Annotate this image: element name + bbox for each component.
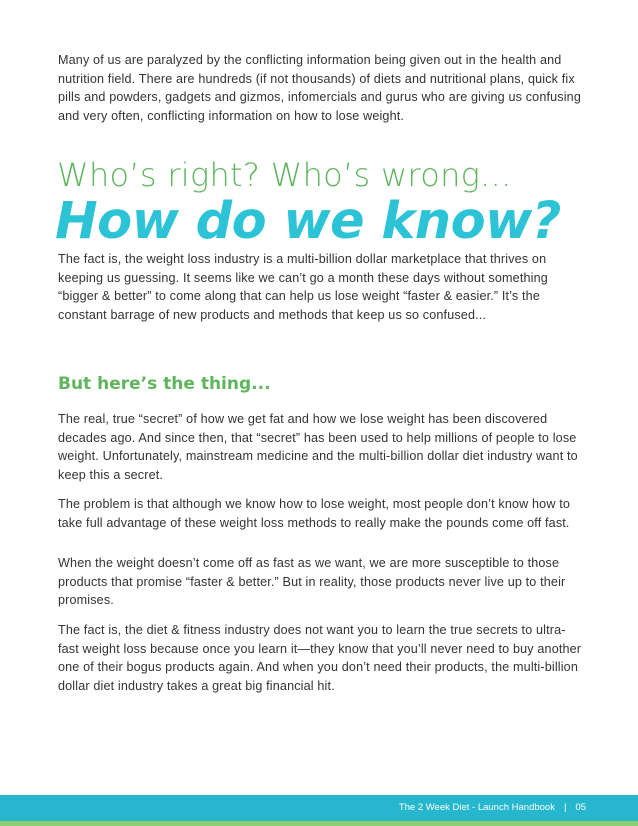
footer-title: The 2 Week Diet - Launch Handbook (398, 802, 555, 813)
page-number: 05 (575, 802, 586, 813)
body-paragraph: When the weight doesn’t come off as fast as we want, we are more susceptible to those products that promise “faster & better.” But in reality, those products never live up to their promises. (58, 556, 566, 608)
intro-paragraph: Many of us are paralyzed by the conflicting information being given out in the health and nutrition field. There are hundreds (if not thousands) of diets and nutritional plans, quick fix pills and powders, gadgets and gizmos, infomercials and gurus who are giving us confusing and very often, conflicting information on how to lose weight. (58, 53, 581, 123)
section-subheading: But here’s the thing... (58, 374, 271, 394)
headline-main: How do we know? (55, 192, 561, 251)
footer-separator: | (563, 802, 567, 813)
footer-bar (0, 795, 638, 821)
fact-paragraph: The fact is, the weight loss industry is a multi-billion dollar marketplace that thrives on keeping us guessing. It seems like we can’t go a month these days without something “bigger & better” to come along that can help us lose weight “faster & easier.” It’s the constant barrage of new products and methods that keep us so confused... (58, 252, 548, 322)
footer-accent-line (0, 821, 638, 826)
body-paragraph: The problem is that although we know how to lose weight, most people don’t know how to take full advantage of these weight loss methods to really make the pounds come off fast. (58, 497, 571, 530)
headline-question: Who’s right? Who’s wrong... (57, 156, 512, 194)
body-paragraph: The real, true “secret” of how we get fat and how we lose weight has been discovered decades ago. And since then, that “secret” has been used to help millions of people to lose weight. Unfortunately, mainstream medicine and the multi-billion dollar diet industry want to keep this a secret. (58, 412, 578, 482)
body-paragraph: The fact is, the diet & fitness industry does not want you to learn the true secrets to ultra-fast weight loss because once you learn it—they know that you’ll never need to buy another one of their bogus products again. And when you don’t need their products, the multi-billion dollar diet industry takes a great big financial hit. (58, 623, 582, 693)
footer-text (399, 795, 586, 821)
